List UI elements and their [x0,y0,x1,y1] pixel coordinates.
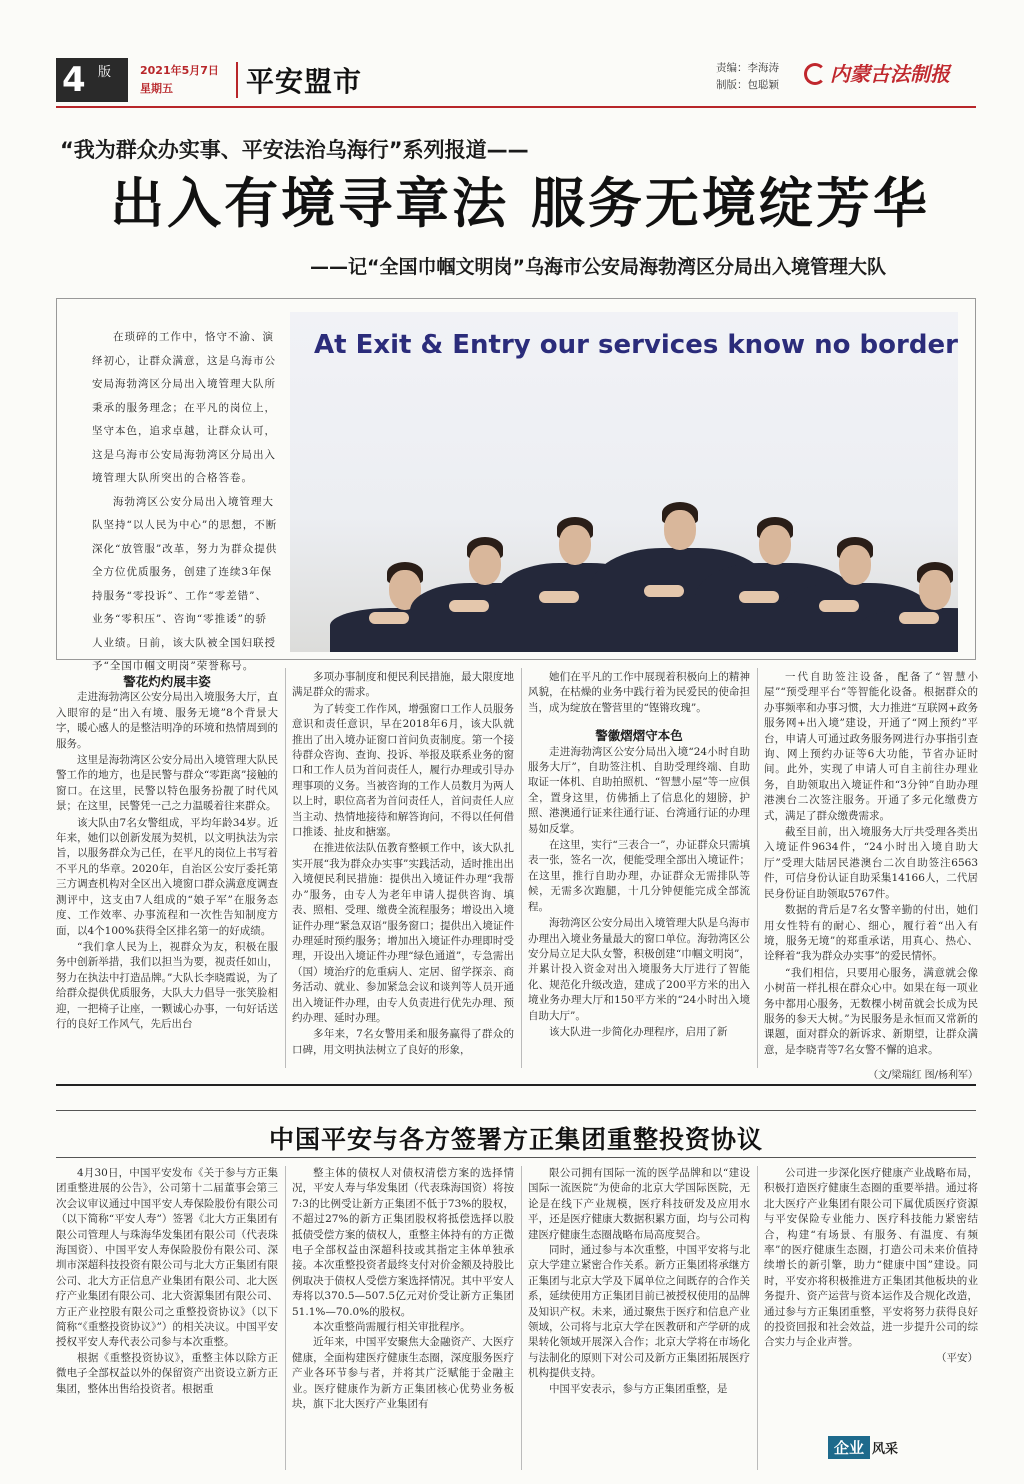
article1-column-3 [528,670,750,1041]
paragraph: 在推进依法队伍教育整顿工作中，该大队扎实开展“我为群众办实事”实践活动，适时推出出入境便民利民措施：提供出入境证件办理“我帮办”服务，由专人为老年申请人提供咨询、填表、照相、受理、缴费全流程服务；增设出入境证件办理“紧急双语”服务窗口；提供出入境证件办理延时预约服务；增加出入境证件办理即时受理，开设出入境证件办理“绿色通道”，专急需出（国）境治疗的危重病人、定居、留学探亲、商务活动、就业、参加紧急会议和谈判等人员开通出入境证件办理，由专人负责进行优先办理、预约办理、延时办理。 [292,842,514,1024]
paragraph: 多年来，7名女警用柔和服务赢得了群众的口碑，用文明执法树立了良好的形象， [292,1028,514,1056]
paragraph: 近年来，中国平安聚焦大金融资产、大医疗健康，全面构建医疗健康生态圈，深度服务医疗产业各环节参与者，并将其广泛赋能于金融主业。医疗健康作为新方正集团核心优势业务板块，旗下北大医疗产业集团有 [292,1336,514,1411]
team-photo [290,312,958,652]
paragraph: 海勃湾区公安分局出入境管理大队是乌海市办理出入境业务量最大的窗口单位。海勃湾区公安分局立足大队女警，积极创建“巾帼文明岗”，并累计投入资金对出入境服务大厅进行了智能化、规范化升级改造，建成了200平方米的出入境业务办理大厅和150平方米的“24小时出入境自助大厅”。 [528,917,750,1022]
column-rule [521,1166,522,1470]
newspaper-logo [804,58,950,87]
column-rule [757,1166,758,1470]
column-rule [521,668,522,1068]
paragraph: 她们在平凡的工作中展现着积极向上的精神风貌，在枯燥的业务中践行着为民爱民的使命担当，成为绽放在警营里的“铿锵玫瑰”。 [528,671,750,714]
producer-line: 制版：包聪颖 [716,79,779,91]
column-tag-secondary: 风采 [872,1442,899,1457]
header-rule [56,106,976,108]
paragraph: 中国平安表示，参与方正集团重整，是 [549,1382,728,1395]
date-text: 2021年5月7日 [140,64,219,77]
page-unit: 版 [98,65,112,80]
page-number-block [56,58,128,102]
paragraph: 限公司拥有国际一流的医学品牌和以“建设国际一流医院”为使命的北京大学国际医院，无论是在线下产业规模，医疗科技研发及应用水平，还是医疗健康大数据积累方面，均与公司构建医疗健康生态圈战略布局高度契合。 [528,1167,750,1241]
sub-headline: ——记“全国巾帼文明岗”乌海市公安局海勃湾区分局出入境管理大队 [310,256,886,278]
paragraph: 在这里，实行“三表合一”，办证群众只需填表一张，签名一次，便能受理全部出入境证件；在这里，推行自助办理，办证群众无需排队等候，无需多次跑腿，十几分钟便能完成全部流程。 [528,839,750,913]
paragraph: 一代自助签注设备，配备了“智慧小屋”“预受理平台”等智能化设备。根据群众的办事频率和办事习惯，大力推进“互联网+政务服务网+出入境”建设，开通了“网上预约”平台，申请人可通过政务服务网进行办事指引查询、网上预约办证等6大功能，节省办证时间。此外，实现了申请人可自主前往办理业务，自助领取出入境证件和“3分钟”自助办理港澳台二次签注服务。开通了多元化缴费方式，满足了群众缴费需求。 [764,671,978,822]
page-number: 4 [62,60,86,100]
photo-banner-text: At Exit & Entry our services know no border [314,330,958,360]
header-divider [236,62,238,98]
paragraph: 根据《重整投资协议》，重整主体以除方正微电子全部权益以外的保留资产出资设立新方正集团，整体出售给投资者。根据重 [56,1351,278,1395]
paragraph: 多项办事制度和便民利民措施，最大限度地满足群众的需求。 [292,671,514,699]
section-title: 平安盟市 [246,65,363,98]
main-headline: 出入有境寻章法 服务无境绽芳华 [110,171,930,235]
paragraph: 数据的背后是7名女警辛勤的付出，她们用女性特有的耐心、细心，履行着“出入有境，服务无境”的郑重承诺，用真心、热心、诠释着“我为群众办实事”的爱民情怀。 [764,904,978,963]
series-kicker: “我为群众办实事、平安法治乌海行”系列报道—— [60,138,529,162]
article2-column-3 [528,1166,750,1397]
column-rule [757,668,758,1068]
paragraph: 本次重整尚需履行相关审批程序。 [313,1321,471,1334]
article2-column-4 [764,1166,978,1366]
column-tag-primary: 企业 [828,1436,870,1459]
article1-column-2 [292,670,514,1059]
paragraph: “我们相信，只要用心服务，满意就会像小树苗一样扎根在群众心中。如果在每一项业务中都用心服务，无数棵小树苗就会长成为民服务的参天大树。”为民服务是永恒而又常新的课题，面对群众的新诉求、新期望，让群众满意，是李晓青等7名女警不懈的追求。 [764,966,978,1056]
article1-column-1 [56,670,278,1033]
editor-credits [716,60,779,94]
intro-text [92,326,278,679]
article-credit: （文/梁瑞红 图/杨利军） [868,1070,978,1082]
column-tag [828,1436,898,1459]
column-rule [285,1166,286,1470]
newspaper-name: 内蒙古法制报 [830,62,950,86]
paragraph: 该大队进一步简化办理程序，启用了新 [549,1025,728,1038]
editor-line: 责编：李海涛 [716,62,779,74]
article2-title: 中国平安与各方签署方正集团重整投资协议 [268,1125,763,1154]
article-signoff: （平安） [936,1351,978,1364]
paragraph: 走进海勃湾区公安分局出入境“24小时自助服务大厅”，自助签注机、自助受理终端、自助取证一体机、自助拍照机、“智慧小屋”等一应俱全，置身这里，仿佛插上了信息化的翅膀，护照、港澳通行证来往通行证、台湾通行证的办理易如反掌。 [528,745,750,835]
paragraph: 公司进一步深化医疗健康产业战略布局，积极打造医疗健康生态圈的重要举措。通过将北大医疗产业集团有限公司下属优质医疗资源与平安保险专业能力、医疗科技能力紧密结合，构建“有场景、有服务、有温度、有频率”的医疗健康生态圈，打造公司未来价值持续增长的新引擎，助力“健康中国”建设。同时，平安亦将积极推进方正集团其他板块的业务提升、资产运营与资本运作及合规化改造，通过参与方正集团重整，平安将努力获得良好的投资回报和社会效益，进一步提升公司的综合实力与企业声誉。 [764,1167,978,1349]
officer-figure [860,562,958,652]
paragraph: 4月30日，中国平安发布《关于参与方正集团重整进展的公告》，公司第十二届董事会第三次会议审议通过中国平安人寿保险股份有限公司（以下简称“平安人寿”）签署《北大方正集团有限公司管理人与珠海华发集团有限公司（代表珠海国资）、中国平安人寿保险股份有限公司、深圳市深超科技投资有限公司与北大方正集团有限公司、北大方正信息产业集团有限公司、北大医疗产业集团有限公司、北大资源集团有限公司、方正产业控股有限公司之重整投资协议》（以下简称“《重整投资协议》”）的相关决议。中国平安授权平安人寿代表公司参与本次重整。 [56,1167,278,1349]
paragraph: 走进海勃湾区公安分局出入境服务大厅，直入眼帘的是“出入有境、服务无境”8个背景大字，暖心感人的是整洁明净的环境和热情周到的服务。 [56,691,278,750]
paragraph: 为了转变工作作风，增强窗口工作人员服务意识和责任意识，早在2018年6月，该大队就推出了出入境办证窗口首问负责制度。第一个接待群众咨询、查询、投诉、举报及联系业务的窗口和工作人员为首问责任人，履行办理或引导办理事项的义务。当被咨询的工作人员数月为两人以上时，职位高者为首问责任人，首问责任人应当主动、热情地接待和解答询问，不得以任何借口推诿、扯皮和搪塞。 [292,702,514,839]
column-rule [285,668,286,1068]
paragraph: 截至目前，出入境服务大厅共受理各类出入境证件9634件，“24小时出入境自助大厅”受理大陆居民港澳台二次自助签注6563件，可信身份认证自助采集14166人，二代居民身份证自助领取5767件。 [764,826,978,900]
section-heading: 警徽熠熠守本色 [595,728,683,744]
paragraph: 该大队由7名女警组成，平均年龄34岁。近年来，她们以创新发展为契机，以文明执法为宗旨，以服务群众为己任，在平凡的岗位上书写着不平凡的华章。2020年，自治区公安厅委托第三方调查机构对全区出入境窗口群众满意度调查测评中，这支由7人组成的“娘子军”在服务态度、工作效率、办事流程和一次性告知制度方面，以4个100%获得全区排名第一的好成绩。 [56,816,278,937]
paragraph: 同时，通过参与本次重整，中国平安将与北京大学建立紧密合作关系。新方正集团将承继方正集团与北京大学及下属单位之间既存的合作关系，延续使用方正集团目前已被授权使用的品牌及知识产权。未来，通过聚焦于医疗和信息产业领域，公司将与北京大学在医教研和产学研的成果转化领域开展深入合作；北京大学将在市场化与法制化的原则下对公司及新方正集团拓展医疗机构提供支持。 [528,1244,750,1380]
paragraph: 这里是海勃湾区公安分局出入境管理大队民警工作的地方，也是民警与群众“零距离”接触的窗口。在这里，民警以特色服务扮靓了时代风景；在这里，民警凭一己之力温暖着往来群众。 [56,754,278,813]
logo-mark-icon [804,63,826,85]
intro-paragraph: 海勃湾区公安分局出入境管理大队坚持“以人民为中心”的思想，不断深化“放管服”改革，努力为群众提供全方位优质服务，创建了连续3年保持服务“零投诉”、工作“零差错”、业务“零积压”、咨询“零推诿”的骄人业绩。日前，该大队被全国妇联授予“全国巾帼文明岗”荣誉称号。 [92,495,278,672]
article-separator [56,1084,976,1086]
paragraph: “我们拿人民为上，视群众为友，积极在服务中创新举措，我们以担当为要，视责任如山，努力在执法中打造品牌。”大队长李晓霞说，为了给群众提供优质服务，大队大力倡导一张笑脸相迎，一把椅子让座，一颗诚心办事，一句好话送行的良好工作风气，先后出台 [56,940,278,1030]
article1-column-4 [764,670,978,1085]
section-heading: 警花灼灼展丰姿 [123,674,211,689]
issue-date [140,62,219,98]
weekday-text: 星期五 [140,82,173,95]
paragraph: 整主体的债权人对债权清偿方案的选择情况，平安人寿与华发集团（代表珠海国资）将按7:3的比例受让新方正集团不低于73%的股权，不超过27%的新方正集团股权将抵偿选择以股抵债受偿方案的债权人，重整主体持有的方正微电子全部权益由深超科技或其指定主体单独承接。本次重整投资者最终支付对价金额及持股比例取决于债权人受偿方案选择情况。其中平安人寿将以370.5—507.5亿元对价受让新方正集团51.1%—70.0%的股权。 [292,1167,514,1318]
intro-paragraph: 在琐碎的工作中，恪守不渝、演绎初心，让群众满意，这是乌海市公安局海勃湾区分局出入境管理大队所秉承的服务理念；在平凡的岗位上，坚守本色，追求卓越，让群众认可，这是乌海市公安局海勃湾区分局出入境管理大队所突出的合格答卷。 [92,331,276,484]
article2-column-2 [292,1166,514,1413]
article2-column-1 [56,1166,278,1397]
